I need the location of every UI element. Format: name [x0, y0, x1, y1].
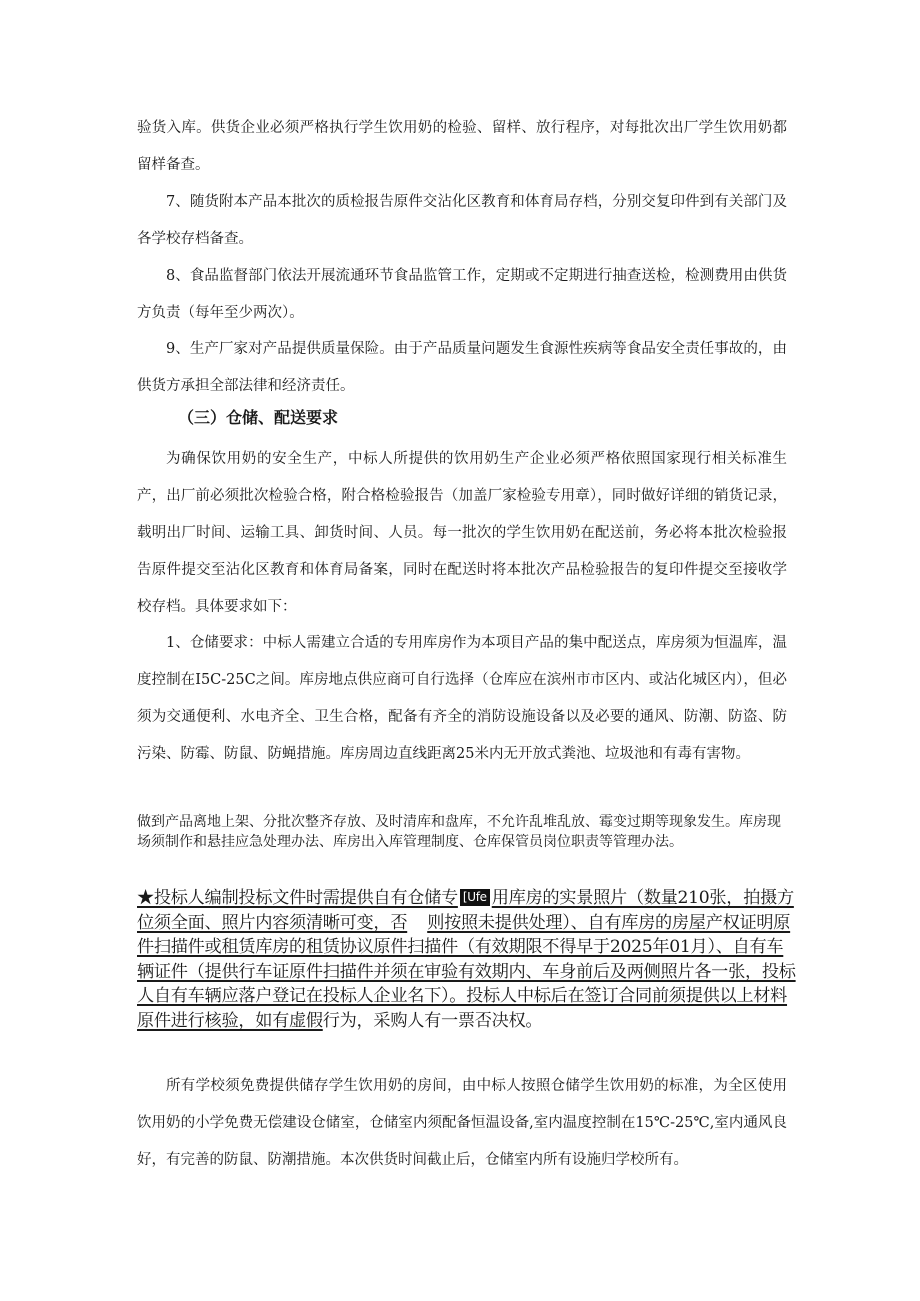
paragraph-inspection-retention: 验货入库。供货企业必须严格执行学生饮用奶的检验、留样、放行程序，对每批次出厂学生饮用奶都留样备查。	[137, 120, 787, 173]
paragraph-item-8: 8、食品监督部门依法开展流通环节食品监管工作，定期或不定期进行抽查送检，检测费用由供货方负责（每年至少两次）。	[137, 268, 787, 321]
paragraph-storage-requirements: 1、仓储要求：中标人需建立合适的专用库房作为本项目产品的集中配送点，库房须为恒温库，温度控制在I5C-25C之间。库房地点供应商可自行选择（仓库应在滨州市市区内、或沾化城区内），但必须为交通便利、水电齐全、卫生合格，配备有齐全的消防设施设备以及必要的通风、防潮、防盗、防污染、防霉、防鼠、防蝇措施。库房周边直线距离25米内无开放式粪池、垃圾池和有毒有害物。	[137, 635, 787, 762]
starred-requirement-paragraph	[137, 886, 797, 1033]
paragraph-school-storage-room: 所有学校须免费提供储存学生饮用奶的房间，由中标人按照仓储学生饮用奶的标准，为全区使用饮用奶的小学免费无偿建设仓储室，仓储室内须配备恒温设备,室内温度控制在15℃-25℃,室内通风良好，有完善的防鼠、防潮措施。本次供货时间截止后，仓储室内所有设施归学校所有。	[137, 1078, 787, 1168]
starred-text-part-4: 行为，采购人有一票否决权。	[322, 1010, 543, 1031]
section-heading-storage-delivery: （三）仓储、配送要求	[178, 408, 339, 427]
starred-text-part-3: 则按照未提供处理）、自有库房的房屋产权证明原件扫描件或租赁库房的租赁协议原件扫描件（有效期限不得早于2025年01月）、自有车辆证件（提供行车证原件扫描件并须在审验有效期内、车身前后及两侧照片各一张，投标人自有车辆应落户登记在投标人企业名下）。投标人中标后在签订合同前须提供以上材料原件进行核验，如有虚假	[137, 912, 796, 1031]
paragraph-item-9: 9、生产厂家对产品提供质量保险。由于产品质量问题发生食源性疾病等食品安全责任事故的，由供货方承担全部法律和经济责任。	[137, 341, 787, 394]
starred-text-part-1: ★投标人编制投标文件时需提供自有仓储专	[137, 888, 458, 908]
paragraph-safety-production: 为确保饮用奶的安全生产，中标人所提供的饮用奶生产企业必须严格依照国家现行相关标准生产，出厂前必须批次检验合格，附合格检验报告（加盖厂家检验专用章），同时做好详细的销货记录，载明出厂时间、运输工具、卸货时间、人员。每一批次的学生饮用奶在配送前，务必将本批次检验报告原件提交至沾化区教育和体育局备案，同时在配送时将本批次产品检验报告的复印件提交至接收学校存档。具体要求如下：	[137, 451, 787, 615]
scan-artifact-tag: [Ufe	[460, 889, 490, 906]
paragraph-item-7: 7、随货附本产品本批次的质检报告原件交沾化区教育和体育局存档，分别交复印件到有关部门及各学校存档备查。	[137, 194, 787, 247]
starred-text-part-2: 用库房的实景照片（数量210张，拍摄方位须全面、照片内容须清晰可变，否	[137, 888, 794, 933]
paragraph-storage-management: 做到产品离地上架、分批次整齐存放、及时清库和盘库，不允许乱堆乱放、霉变过期等现象发生。库房现场须制作和悬挂应急处理办法、库房出入库管理制度、仓库保管员岗位职责等管理办法。	[137, 814, 781, 850]
